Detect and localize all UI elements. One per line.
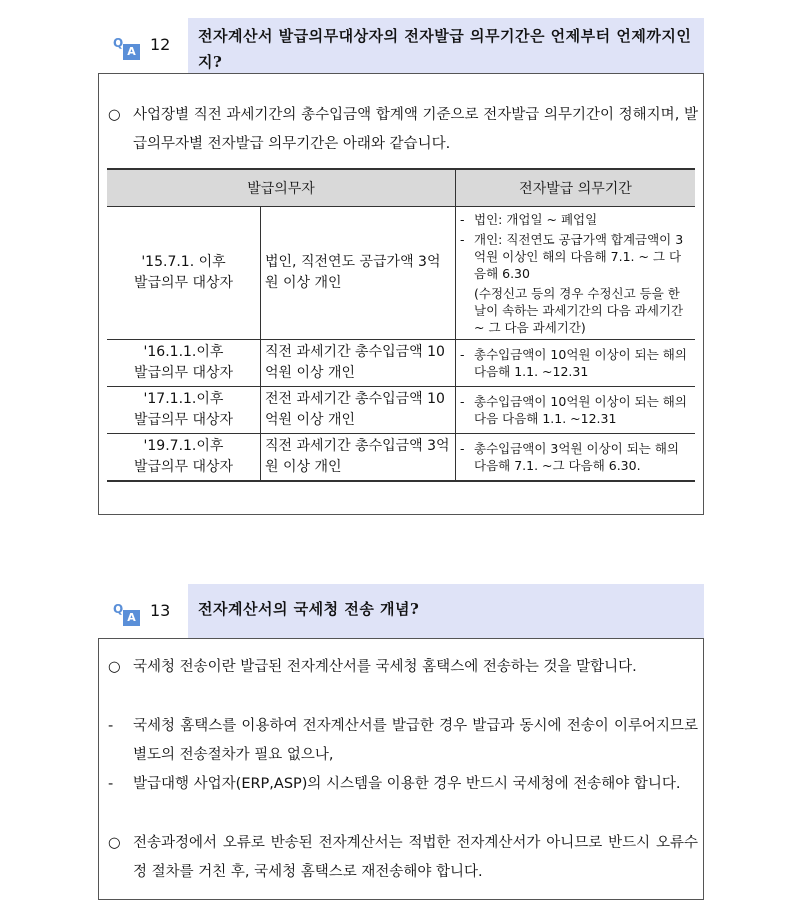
row-date: '16.1.1.이후 [143, 344, 224, 360]
period-note: (수정신고 등의 경우 수정신고 등을 한 날이 속하는 과세기간의 다음 과세기간~ 그 다음 과세기간) [474, 285, 684, 335]
question-number: 13 [150, 601, 171, 620]
question-title: 전자계산서의 국세청 전송 개념? [188, 584, 704, 639]
dash-mark: - [460, 394, 465, 409]
para-text: 발급대행 사업자(ERP,ASP)의 시스템을 이용한 경우 반드시 국세청에 전송해야 합니다. [133, 776, 681, 792]
intro-text: 사업장별 직전 과세기간의 총수입금액 합계액 기준으로 전자발급 의무기간이 정해지며, 발급의무자별 전자발급 의무기간은 아래와 같습니다. [133, 107, 698, 152]
qa-badge [98, 584, 188, 639]
obligation-table [107, 168, 695, 482]
qa-badge [98, 18, 188, 73]
period-line: 총수입금액이 3억원 이상이 되는 해의 다음해 7.1. ~그 다음해 6.30. [474, 441, 679, 473]
row-desc: 직전 과세기간 총수입금액 10억원 이상 개인 [261, 340, 456, 387]
period-line: 개인: 직전연도 공급가액 합계금액이 3억원 이상인 해의 다음해 7.1. ~ 그 다음해 6.30 [474, 231, 684, 281]
dash-bullet: - [108, 718, 114, 734]
period-line: 법인: 개업일 ~ 폐업일 [474, 211, 598, 227]
circle-bullet: ○ [108, 659, 121, 675]
para-text: 국세청 전송이란 발급된 전자계산서를 국세청 홈택스에 전송하는 것을 말합니다. [133, 659, 637, 675]
row-date-cell [107, 207, 261, 340]
table-row [107, 434, 695, 482]
a-icon: A [123, 44, 140, 60]
row-period-cell [456, 207, 696, 340]
table-row [107, 207, 695, 340]
row-who: 발급의무 대상자 [133, 365, 234, 381]
circle-bullet: ○ [108, 107, 121, 123]
row-date-cell [107, 340, 261, 387]
a-icon: A [123, 610, 140, 626]
row-period-cell [456, 387, 696, 434]
q12-header [98, 18, 704, 73]
header-issuer: 발급의무자 [107, 169, 456, 207]
table-row [107, 387, 695, 434]
q13-para-3 [108, 770, 698, 799]
row-period-cell [456, 434, 696, 482]
q13-para-4 [108, 829, 698, 887]
q13-header [98, 584, 704, 639]
period-line: 총수입금액이 10억원 이상이 되는 해의 다음 다음해 1.1. ~12.31 [474, 394, 687, 426]
question-number: 12 [150, 35, 171, 54]
row-date-cell [107, 387, 261, 434]
row-desc: 전전 과세기간 총수입금액 10억원 이상 개인 [261, 387, 456, 434]
dash-mark: - [460, 231, 465, 247]
row-who: 발급의무 대상자 [133, 459, 234, 475]
question-title: 전자계산서 발급의무대상자의 전자발급 의무기간은 언제부터 언제까지인지? [188, 18, 704, 73]
q13-para-2 [108, 712, 698, 770]
q-icon: Q [113, 36, 124, 50]
row-desc: 법인, 직전연도 공급가액 3억원 이상 개인 [261, 207, 456, 340]
row-date-cell [107, 434, 261, 482]
para-text: 전송과정에서 오류로 반송된 전자계산서는 적법한 전자계산서가 아니므로 반드시 오류수정 절차를 거친 후, 국세청 홈택스로 재전송해야 합니다. [133, 835, 698, 880]
dash-mark: - [460, 347, 465, 362]
table-row [107, 340, 695, 387]
q12-intro [108, 101, 698, 159]
dash-mark: - [460, 441, 465, 456]
dash-mark: - [460, 211, 465, 227]
row-period-cell [456, 340, 696, 387]
period-line: 총수입금액이 10억원 이상이 되는 해의 다음해 1.1. ~12.31 [474, 347, 687, 379]
para-text: 국세청 홈택스를 이용하여 전자계산서를 발급한 경우 발급과 동시에 전송이 이루어지므로 별도의 전송절차가 필요 없으나, [133, 718, 698, 763]
header-period: 전자발급 의무기간 [456, 169, 696, 207]
row-who: 발급의무 대상자 [133, 412, 234, 428]
row-date: '15.7.1. 이후 [141, 254, 226, 270]
circle-bullet: ○ [108, 835, 121, 851]
row-date: '19.7.1.이후 [143, 438, 224, 454]
row-desc: 직전 과세기간 총수입금액 3억원 이상 개인 [261, 434, 456, 482]
q-icon: Q [113, 602, 124, 616]
q13-para-1 [108, 653, 698, 682]
dash-bullet: - [108, 776, 114, 792]
row-date: '17.1.1.이후 [143, 391, 224, 407]
row-who: 발급의무 대상자 [133, 275, 234, 291]
